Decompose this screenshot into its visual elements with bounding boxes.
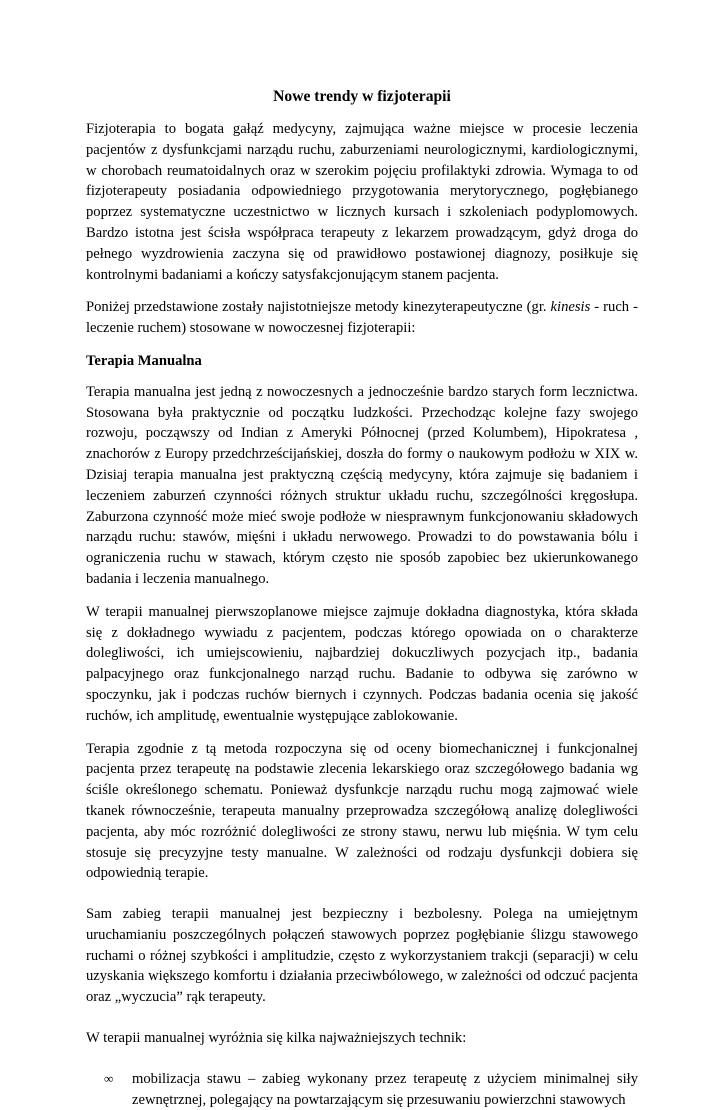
intro-paragraph-2 <box>86 297 638 339</box>
intro-text-after: - ruch - leczenie ruchem) stosowane w nowoczesnej fizjoterapii: <box>86 299 638 337</box>
spacer <box>86 896 638 904</box>
section-heading: Terapia Manualna <box>86 352 202 369</box>
list-item <box>86 1069 638 1110</box>
infinity-bullet-icon: ∞ <box>104 1070 114 1086</box>
technique-list <box>86 1069 638 1110</box>
paragraph-2: W terapii manualnej pierwszoplanowe miejsce zajmuje dokładna diagnostyka, która składa się z dokładnego wywiadu z pacjentem, podczas którego opowiada on o charakterze dolegliwości, ich umiejscowieniu, najbardziej dokuczliwych pozycjach itp., badania palpacyjnego oraz funkcjonalnego narząd ruchu. Badanie to odbywa się zarówno w spoczynku, jak i podczas ruchów biernych i czynnych. Podczas badania ocenia się jakość ruchów, ich amplitudę, ewentualnie występujące zablokowanie. <box>86 603 638 724</box>
document-title: Nowe trendy w fizjoterapii <box>273 88 451 105</box>
document-body <box>86 87 638 1110</box>
intro-italic-term: kinesis <box>550 299 591 316</box>
spacer <box>86 1061 638 1069</box>
paragraph-4: Sam zabieg terapii manualnej jest bezpieczny i bezbolesny. Polega na umiejętnym uruchamianiu poszczególnych połączeń stawowych poprzez pogłębianie ślizgu stawowego ruchami o różnej szybkości i amplitudzie, często z wykorzystaniem trakcji (separacji) w celu uzyskania większego komfortu i działania przeciwbólowego, w zależności od odczuć pacjenta oraz „wyczucia” rąk terapeuty. <box>86 906 638 1006</box>
intro-text-before: Poniżej przedstawione zostały najistotniejsze metody kinezyterapeutyczne (gr. <box>86 299 551 316</box>
intro-paragraph-1: Fizjoterapia to bogata gałąź medycyny, zajmująca ważne miejsce w procesie leczenia pacjentów z dysfunkcjami narządu ruchu, zaburzeniami neurologicznymi, kardiologicznymi, w chorobach reumatoidalnych oraz w szerokim pojęciu profilaktyki zdrowia. Wymaga to od fizjoterapeuty posiadania odpowiedniego przygotowania merytorycznego, pogłębianego poprzez systematyczne uczestnictwo w licznych kursach i szkoleniach podyplomowych. Bardzo istotna jest ścisła współpraca terapeuty z lekarzem prowadzącym, gdyż droga do pełnego wyzdrowienia zaczyna się od prawidłowo postawionej diagnozy, posiłkuje się kontrolnymi badaniami a kończy satysfakcjonującym stanem pacjenta. <box>86 121 638 283</box>
paragraph-5: W terapii manualnej wyróżnia się kilka najważniejszych technik: <box>86 1030 467 1047</box>
paragraph-1: Terapia manualna jest jedną z nowoczesnych a jednocześnie bardzo starych form lecznictwa. Stosowana była praktycznie od początku ludzkości. Przechodząc kolejne fazy swojego rozwoju, począwszy od Indian z Ameryki Północnej (przed Kolumbem), Hipokratesa , znachorów z Europy przedchrześcijańskiej, doszła do formy o naukowym podłożu w XIX w. Dzisiaj terapia manualna jest praktyczną częścią medycyny, która zajmuje się badaniem i leczeniem zaburzeń czynności różnych struktur układu ruchu, szczególności kręgosłupa. Zaburzona czynność może mieć swoje podłoże w niesprawnym funkcjonowaniu składowych narządu ruchu: stawów, mięśni i układu nerwowego. Prowadzi to do powstawania bólu i ograniczenia ruchu w stawach, którym często nie sposób zapobiec bez ukierunkowanego badania i leczenia manualnego. <box>86 383 638 587</box>
list-item-text: mobilizacja stawu – zabieg wykonany przez terapeutę z użyciem minimalnej siły zewnętrznej, polegający na powtarzającym się przesuwaniu powierzchni stawowych <box>132 1070 638 1108</box>
paragraph-3: Terapia zgodnie z tą metoda rozpoczyna się od oceny biomechanicznej i funkcjonalnej pacjenta przez terapeutę na podstawie zlecenia lekarskiego oraz szczegółowego badania wg ściśle określonego schematu. Ponieważ dysfunkcje narządu ruchu mogą zajmować wiele tkanek równocześnie, terapeuta manualny przeprowadza szczegółową analizę dolegliwości pacjenta, aby móc rozróżnić dolegliwości ze strony stawu, nerwu lub mięśnia. W tym celu stosuje się precyzyjne testy manualne. W zależności od rodzaju dysfunkcji dobiera się odpowiednią terapie. <box>86 740 638 882</box>
spacer <box>86 1020 638 1028</box>
